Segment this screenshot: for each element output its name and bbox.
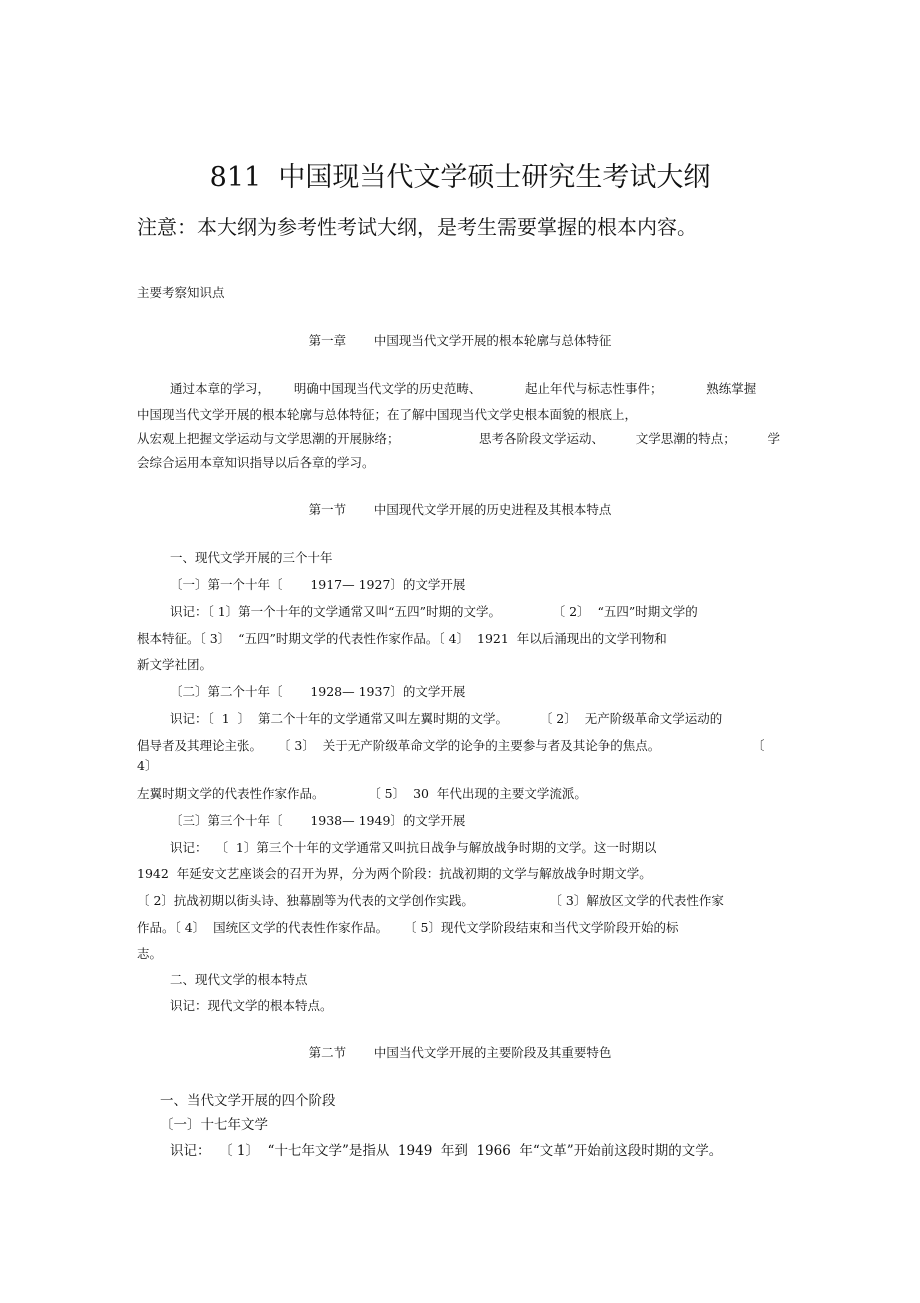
decade-line: 左翼时期文学的代表性作家作品。 〔 5〕 30 年代出现的主要文学流派。	[137, 786, 587, 801]
decade-line: 4〕	[137, 758, 158, 773]
main-points-label: 主要考察知识点	[137, 285, 225, 300]
decade-line: 新文学社团。	[137, 657, 213, 672]
decade-line: 识记： 〔 1〕第三个十年的文学通常又叫抗日战争与解放战争时期的文学。这一时期以	[170, 840, 657, 855]
subsection-line: 识记： 〔 1〕 “十七年文学”是指从 1949 年到 1966 年“文革”开始前这段时期的文学。	[170, 1143, 723, 1159]
decade-line: 作品。〔 4〕 国统区文学的代表性作家作品。 〔 5〕现代文学阶段结束和当代文学阶段开始的标	[137, 920, 679, 935]
decade-line: 根本特征。〔 3〕 “五四”时期文学的代表性作家作品。〔 4〕 1921 年以后涌现出的文学刊物和	[137, 631, 667, 646]
decade-line: 识记：〔 1〕第一个十年的文学通常又叫“五四”时期的文学。 〔 2〕 “五四”时期文学的	[170, 604, 698, 619]
section-heading: 第二节 中国当代文学开展的主要阶段及其重要特色	[308, 1045, 612, 1060]
chapter-intro-line: 通过本章的学习， 明确中国现当代文学的历史范畴、 起止年代与标志性事件； 熟练掌握	[170, 381, 757, 396]
part-title: 一、现代文学开展的三个十年	[170, 550, 333, 565]
decade-title: 〔二〕第二个十年〔 1928— 1937〕的文学开展	[170, 684, 466, 699]
section-heading: 第一节 中国现代文学开展的历史进程及其根本特点	[308, 502, 612, 517]
part-title: 一、当代文学开展的四个阶段	[160, 1093, 336, 1109]
decade-line: 倡导者及其理论主张。 〔 3〕 关于无产阶级革命文学的论争的主要参与者及其论争的焦点。	[137, 738, 661, 753]
decade-title: 〔一〕第一个十年〔 1917— 1927〕的文学开展	[170, 577, 466, 592]
chapter-intro-line: 中国现当代文学开展的根本轮廓与总体特征；在了解中国现当代文学史根本面貌的根底上，	[137, 407, 638, 422]
part-title: 二、现代文学的根本特点	[170, 972, 308, 987]
subsection-title: 〔一〕十七年文学	[160, 1117, 268, 1133]
decade-line: 〔	[752, 738, 765, 753]
decade-title: 〔三〕第三个十年〔 1938— 1949〕的文学开展	[170, 813, 466, 828]
decade-line: 1942 年延安文艺座谈会的召开为界，分为两个阶段：抗战初期的文学与解放战争时期文学。	[137, 866, 652, 881]
chapter-intro-line: 从宏观上把握文学运动与文学思潮的开展脉络； 思考各阶段文学运动、 文学思潮的特点； 学	[137, 431, 781, 446]
notice-text: 注意：本大纲为参考性考试大纲，是考生需要掌握的根本内容。	[137, 215, 697, 239]
decade-line: 〔 2〕抗战初期以街头诗、独幕剧等为代表的文学创作实践。 〔 3〕解放区文学的代表性作家	[137, 893, 724, 908]
chapter-heading: 第一章 中国现当代文学开展的根本轮廓与总体特征	[308, 333, 612, 348]
page-title: 811 中国现当代文学硕士研究生考试大纲	[209, 162, 711, 193]
decade-line: 识记：〔 1 〕 第二个十年的文学通常又叫左翼时期的文学。 〔 2〕 无产阶级革命文学运动的	[170, 711, 723, 726]
chapter-intro-line: 会综合运用本章知识指导以后各章的学习。	[137, 455, 375, 470]
part-line: 识记：现代文学的根本特点。	[170, 998, 333, 1013]
decade-line: 志。	[137, 946, 163, 961]
